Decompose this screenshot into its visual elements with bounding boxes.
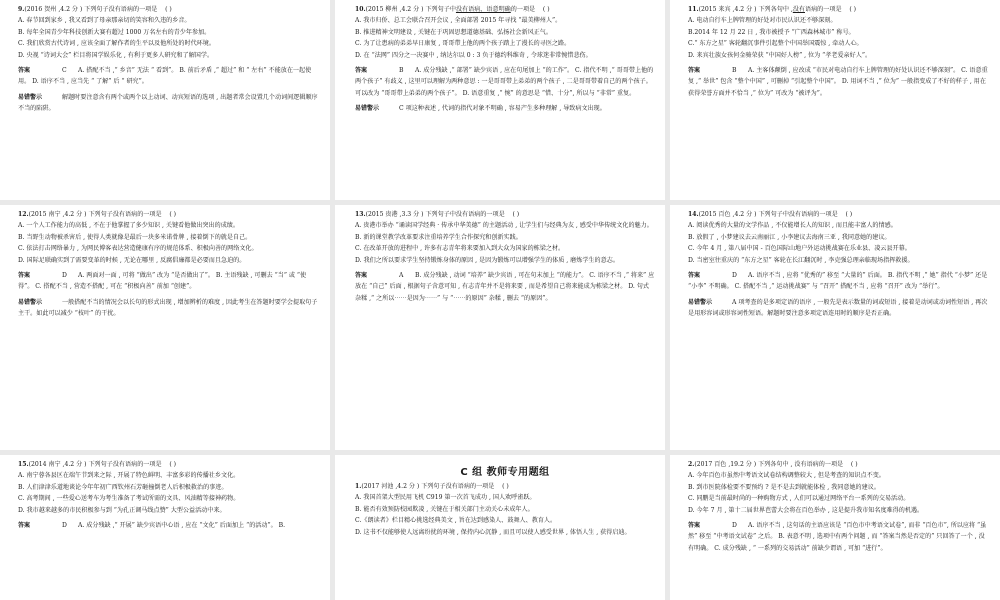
warning-label: 易错警示	[18, 298, 43, 306]
error-warning	[355, 103, 655, 114]
answer-blank: ( )	[542, 6, 550, 13]
question-number: 9.	[18, 6, 25, 13]
question-source: (2014 南宁 ,4.2 分 )	[28, 461, 87, 468]
warning-label: 易错警示	[688, 298, 713, 306]
answer-block	[688, 270, 990, 293]
answer-label: 答案	[18, 67, 31, 75]
question-text: 下列句子中没有语病的一项是	[423, 211, 505, 218]
question-source: (2017 河池 ,4.2 分 )	[361, 483, 420, 490]
question-card-10	[335, 0, 665, 200]
question-card-12	[0, 205, 330, 450]
answer-blank: ( )	[165, 6, 172, 13]
group-heading: C 组 教师专用题组	[460, 467, 550, 478]
answer-label: 答案	[18, 272, 31, 280]
question-text: 下列句子没有语病的一项是	[82, 6, 158, 13]
option-a: A. 电动自行车上牌管理的好处对市民认识还不够深刻。	[688, 17, 837, 25]
answer-explanation: A. 语序不当 , 这句话的主语应该是 “百色市中考语文试卷”, 而非 “百色市”, 所以应将 “虽然” 移至 “中考语文试卷” 之后。 B. 表意不明 , 选项中有两个问题 , 而 “答案当然是否定的” 只回答了一个 , 没有明确。 C. 成分残缺 , “ 一系列的交易活动” 前缺少谓语 , 可加 “进行”。	[688, 522, 987, 552]
option-d: D. 我们之所以要求学生坚持锻炼身体的原因 , 是因为锻炼可以增强学生的体质 , 磨炼学生的意志。	[355, 256, 619, 264]
option-c: C. 今年 4 月 , 第八届中国 - 百色国际山地户外运动挑战赛在乐业县、凌云县开幕。	[688, 245, 911, 253]
option-c: C. 为了让患病的弟弟早日康复 , 哥哥带上他的两个孩子踏上了漫长的寻医之路。	[355, 40, 571, 48]
question-stem	[18, 4, 320, 15]
option-a: A. 贵港市举办 “诵读国学经典 · 传承中华美德” 的主题活动 , 让学生们与经典为友 , 感受中华传统文化的魅力。	[355, 222, 653, 230]
answer-blank: ( )	[849, 6, 857, 13]
answer-letter: A	[399, 272, 404, 280]
answer-block	[18, 270, 320, 293]
option-d: D. 这书不仅能够使人远离纷扰的环境 , 保持内心沉静 , 而且可以使人感受世界 , 体悟人生 , 获得启迪。	[355, 528, 631, 536]
question-source: (2015 南宁 ,4.2 分 )	[28, 211, 87, 218]
question-source: (2015 来宾 ,4.2 分 )	[698, 6, 757, 13]
option-b: B. 人们津津乐道地谈论今年年初广西钦州石芳砸撞倒老人后积极救治的事迹。	[18, 483, 228, 491]
answer-label: 答案	[355, 67, 368, 75]
warning-text: C 项这种表述 , 代词的指代对象不明确 , 容易产生多种理解 , 导致病文出现。	[399, 105, 606, 113]
question-stem	[688, 4, 990, 15]
answer-explanation: A. 成分残缺 ,“ 部署” 缺少宾语 , 应在句尾加上 “的工作”。 C. 指代不明 ,“ 哥哥带上他的两个孩子” 有歧义 , 这里可以理解为两种意思 : 一是哥哥带上弟弟的两个孩子 , 二是哥哥带着自己的两个孩子。可以改为 “哥哥带上弟弟的两个孩子”。 D. 语意重复 ,“ 惋” 的意思是 “惜、十分”, 所以与 “非常” 重复。	[355, 67, 654, 97]
option-a: A. 我市归侨、总工会联合召开会议 , 全面部署 2015 年寻找 “最美柳州人”。	[355, 17, 562, 25]
question-number: 1.	[355, 483, 362, 490]
question-number: 13.	[355, 211, 366, 218]
question-stem	[355, 209, 655, 220]
answer-label: 答案	[688, 272, 701, 280]
question-card-c-group	[335, 455, 665, 600]
option-c: C.《朗读者》栏目精心挑选经典美文 , 旨在达到感染人、鼓舞人、教育人。	[355, 517, 557, 525]
warning-label: 易错警示	[355, 105, 380, 113]
question-stem	[688, 459, 990, 470]
option-c: C. 我们欣赏古代诗词 , 应该全面了解作者的生平以及他所处的时代环境。	[18, 40, 215, 48]
answer-letter: B	[399, 67, 404, 75]
answer-blank: ( )	[169, 461, 177, 468]
option-d: D. 国际足联确实到了需要变革的时候 , 无论在哪里 , 反腐倡廉都是必要而且急迫的。	[18, 256, 246, 264]
option-b: B. 推进精神文明建设 , 关键在于巩固思想道德基础、弘扬社会新风正气。	[355, 28, 552, 36]
option-d: D. 我市越来越多的市民积极参与到 “为孔正调马线点赞” 大型公益活动中来。	[18, 506, 226, 514]
question-text: 下列句子没有语病的一项是	[86, 211, 162, 218]
option-d: D. 今年 7 月 , 第十二届世界芭蕾大会将在百色举办 , 这是提升我市知名度难得的机遇。	[688, 506, 924, 514]
answer-explanation: A. 两面对一面 , 可将 “做出” 改为 “是否做出了”。 B. 主语残缺 , 可删去 “当” 或 “使得”。 C. 搭配不当 , 营造不搭配 , 可在 “积极向善” 前加 “创建”。	[18, 272, 307, 291]
warning-text: A 项考查的是多项定语的语序 , 一般先是表示数量的词或短语 , 接着是动词或动词性短语 , 再次是用形容词或形容词性短语。解题时要注意多项定语连用时的顺序是否正确。	[688, 298, 988, 318]
answer-letter: D	[62, 272, 67, 280]
answer-block	[355, 65, 655, 99]
answer-blank: ( )	[512, 211, 520, 218]
question-text: 下列句子没有语病的一项是	[86, 461, 162, 468]
option-d: D. 在 “法网” 四分之一决赛中 , 纳达尔以 0 : 3 负于德约科维奇 , 令球迷非常惋惜悲伤。	[355, 51, 592, 59]
answer-explanation: A. 搭配不当 ,“ 乡音” 无法 “ 看到”。 B. 前后矛盾 ,“ 超过” 和 “ 左右” 不能放在一起使用。 D. 语序不当 , 应当先 “ 了解” 后 “ 研究”。	[18, 67, 312, 86]
option-b: B. 新的课堂教学改革要求注重培养学生合作探究和创新实践。	[355, 233, 522, 241]
question-stem	[688, 209, 990, 220]
answer-blank: ( )	[845, 211, 853, 218]
option-d: D. 央视 “诗词大会” 栏目将国学娱乐化 , 有利于更多人研究和了解国学。	[18, 51, 214, 59]
error-warning	[18, 297, 320, 320]
question-text: 下列各句中 , 没有语病的一项是	[756, 461, 844, 468]
question-number: 14.	[688, 211, 699, 218]
question-text: 下列句子中没有语病的一项是	[756, 211, 838, 218]
answer-block	[688, 520, 990, 554]
answer-block	[18, 65, 320, 88]
warning-text: 一般搭配不当的情况会以长句的形式出现 , 增加辨析的难度 , 因此考生在答题时要学会提取句子主干。如此可以减少 “枝叶” 的干扰。	[18, 298, 318, 318]
question-card-15	[0, 455, 330, 600]
question-source: (2017 百色 ,19.2 分 )	[694, 461, 757, 468]
answer-block	[355, 270, 655, 304]
option-b: B. 当野生动物被杀害后 , 使得人类就像是最后一块多米诺骨牌 , 接着倒下的就是自己。	[18, 233, 252, 241]
answer-letter: D	[732, 272, 737, 280]
question-number: 11.	[688, 6, 699, 13]
option-a: A. 今年百色市虽然中考语文试卷结构调整较大 , 但是考查的知识点不变。	[688, 472, 885, 480]
option-c: C. 在改革开放的进程中 , 许多有志青年将来要加入到大众为国家的栋梁之材。	[355, 245, 565, 253]
option-a: A. 一个人工作能力的高低 , 不在于他掌握了多少知识 , 关键看他做出突出的成绩。	[18, 222, 239, 230]
question-text-tail: 语病的一项是	[805, 6, 842, 13]
option-b: B. 能否有效预防校园欺凌 , 关键在于相关部门主动关心未成年人。	[355, 505, 534, 513]
question-source: (2016 贺州 ,4.2 分 )	[24, 6, 83, 13]
question-card-14	[670, 205, 1000, 450]
option-a: A. 南宁蓉各县区在端午节到来之际 , 开展了特色鲜明、丰富多彩的传播社乡文化。	[18, 472, 240, 480]
question-number: 12.	[18, 211, 29, 218]
question-card-13	[335, 205, 665, 450]
option-d: D. 当密室往重庆的 “东方之星” 客轮在长江翻沉时 , 李克强总理亲临现场指挥救援。	[688, 256, 914, 264]
option-a: A. 我国首架大型民用飞机 C919 第一次首飞成功 , 国人欢呼雀跃。	[355, 494, 536, 502]
question-underlined: 没有语病、语意明确	[455, 6, 511, 13]
option-c: C. 依法打击网络暴力 , 为网民博客表达营造健康有序的规范体系、积极向善的网络文化。	[18, 245, 258, 253]
answer-explanation: A. 主客体颠倒 , 应改成 “市民对电动自行车上牌管理的好处认识还不够深刻”。 C. 语意重复 ,“ 举世” 包含 “整个中国” , 可删掉 “引起整个中国”。 D. 用词不当 ,“ 位为” 一般指变成了不好的样子 , 用在获得荣誉方面并不恰当 ,“ 位为” 可改为 “被评为”。	[688, 67, 988, 97]
option-d: D. 来宾壮族女孩何金骑荣获 “中国好人榜” , 位为 “孝老爱亲好人”。	[688, 51, 872, 59]
option-b: B. 放假了 , 小梦建议去云南丽江 , 小李建议去海南三亚 , 我同意她的建议。	[688, 233, 891, 241]
question-stem	[355, 4, 655, 15]
question-card-11	[670, 0, 1000, 200]
answer-block	[18, 520, 320, 531]
question-source: (2015 贵港 ,3.3 分 )	[365, 211, 424, 218]
option-b: B. 到市医院体检要不要预约 ? 是不是去到就能体检 , 我同意她的建议。	[688, 483, 880, 491]
question-source: (2015 百色 ,4.2 分 )	[698, 211, 757, 218]
answer-explanation: B. 成分残缺 , 动词 “培养” 缺少宾语 , 可在句末加上 “的能力”。 C. 语序不当 ,“ 将来” 应放在 “自己” 后面 , 根据句子含意可知 , 有志青年并不是将来要 , 而是希望自己将来能成为栋梁之材。 D. 句式杂糅 ,“ 之所以⋯⋯是因为⋯⋯” 与 “⋯⋯的原因” 杂糅 , 删去 “的原因”。	[355, 272, 655, 302]
answer-letter: D	[62, 522, 67, 530]
error-warning	[688, 297, 990, 320]
answer-label: 答案	[355, 272, 368, 280]
question-text: 下列各句中 ,	[756, 6, 793, 13]
option-a: A. 阅读优秀的大量的文学作品 , 不仅能增长人的知识 , 而且能丰富人的情感。	[688, 222, 897, 230]
answer-label: 答案	[18, 522, 31, 530]
answer-blank: ( )	[169, 211, 177, 218]
question-card-c2	[670, 455, 1000, 600]
question-source: (2015 柳州 ,4.2 分 )	[365, 6, 424, 13]
question-card-9	[0, 0, 330, 200]
answer-block	[688, 65, 990, 99]
answer-explanation: A. 成分残缺 ,“ 开展” 缺少宾语中心语 , 应在 “文化” 后面加上 “的活动”。 B.	[78, 522, 286, 530]
option-c: C. 同鹏是当前最时尚的一种购物方式 , 人们可以通过网络平台一系列的交易活动。	[688, 495, 910, 503]
question-number: 15.	[18, 461, 29, 468]
question-stem	[18, 459, 320, 470]
option-b: B.2014 年 12 月 22 日 , 我市被授予 “广西森林城市” 称号。	[688, 28, 855, 36]
answer-blank: ( )	[850, 461, 858, 468]
question-text-tail: 的一项是	[510, 6, 536, 13]
answer-letter: D	[732, 522, 737, 530]
question-stem	[355, 481, 655, 492]
error-warning	[18, 92, 320, 115]
option-a: A. 春节回到家乡 , 我又看到了母亲那亲切的笑容和久违的乡音。	[18, 17, 191, 25]
question-text: 下列句子没有语病的一项是	[419, 483, 495, 490]
warning-text: 解题时要注意含有两个或两个以上动词、动宾短语的选项 , 出题者常会设置几个动词间逻辑顺序不当的陷阱。	[18, 93, 318, 113]
option-b: B. 每年全国青少年科技创新大赛有超过 1000 万名左右的青少年参加。	[18, 28, 211, 36]
question-text: 下列句子中	[423, 6, 456, 13]
question-number: 2.	[688, 461, 695, 468]
answer-label: 答案	[688, 67, 701, 75]
question-underlined: 没有	[792, 6, 805, 13]
answer-explanation: A. 语序不当 , 应将 “优秀的” 移至 “大量的” 后面。 B. 指代不明 ,“ 她” 指代 “小梦” 还是 “小李” 不明确。 C. 搭配不当 ,“ 运动挑战赛” 与 “召开” 搭配不当 , 应将 “召开” 改为 “举行”。	[688, 272, 988, 291]
option-c: C. 高考期间 , 一些爱心送考车为考生准备了考试所需的文具、风油精等接神药物。	[18, 495, 240, 503]
option-c: C.“ 东方之星” 客轮翻沉事件引起整个中国举国震惊 , 牵动人心。	[688, 40, 863, 48]
answer-letter: C	[62, 67, 67, 75]
question-stem	[18, 209, 320, 220]
warning-label: 易错警示	[18, 93, 43, 101]
answer-blank: ( )	[502, 483, 509, 490]
answer-label: 答案	[688, 522, 701, 530]
question-number: 10.	[355, 6, 366, 13]
answer-letter: B	[732, 67, 737, 75]
